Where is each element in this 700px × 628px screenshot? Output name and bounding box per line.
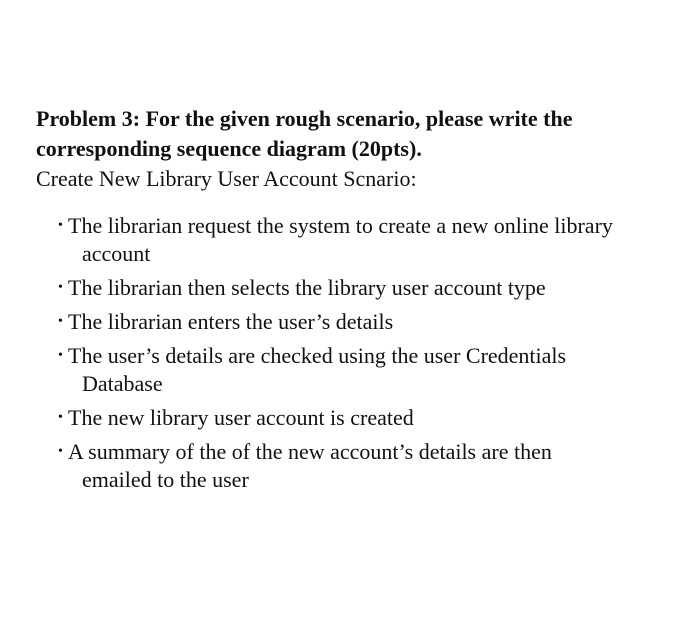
document	[36, 104, 676, 500]
problem-heading-line-2: corresponding sequence diagram (20pts).	[36, 136, 422, 161]
scenario-step	[58, 308, 676, 336]
step-text: The librarian then selects the library user account type	[68, 275, 546, 300]
bullet-icon: •	[58, 280, 63, 295]
bullet-icon: •	[58, 348, 63, 363]
scenario-step	[58, 274, 676, 302]
scenario-steps-list	[36, 212, 676, 494]
step-text: A summary of the of the new account’s details are then	[68, 439, 552, 464]
step-text-continuation: Database	[82, 371, 163, 396]
scenario-step	[58, 342, 676, 398]
problem-heading	[36, 104, 676, 164]
bullet-icon: •	[58, 444, 63, 459]
step-text: The librarian request the system to create a new online library	[68, 213, 613, 238]
bullet-icon: •	[58, 314, 63, 329]
scenario-title: Create New Library User Account Scnario:	[36, 166, 417, 191]
step-text: The librarian enters the user’s details	[68, 309, 394, 334]
problem-heading-line-1: Problem 3: For the given rough scenario, please write the	[36, 106, 573, 131]
scenario-step	[58, 438, 676, 494]
scenario-step	[58, 404, 676, 432]
bullet-icon: •	[58, 218, 63, 233]
step-text-continuation: account	[82, 241, 151, 266]
step-text-continuation: emailed to the user	[82, 467, 249, 492]
scenario-step	[58, 212, 676, 268]
step-text: The user’s details are checked using the user Credentials	[68, 343, 567, 368]
bullet-icon: •	[58, 410, 63, 425]
step-text: The new library user account is created	[68, 405, 414, 430]
